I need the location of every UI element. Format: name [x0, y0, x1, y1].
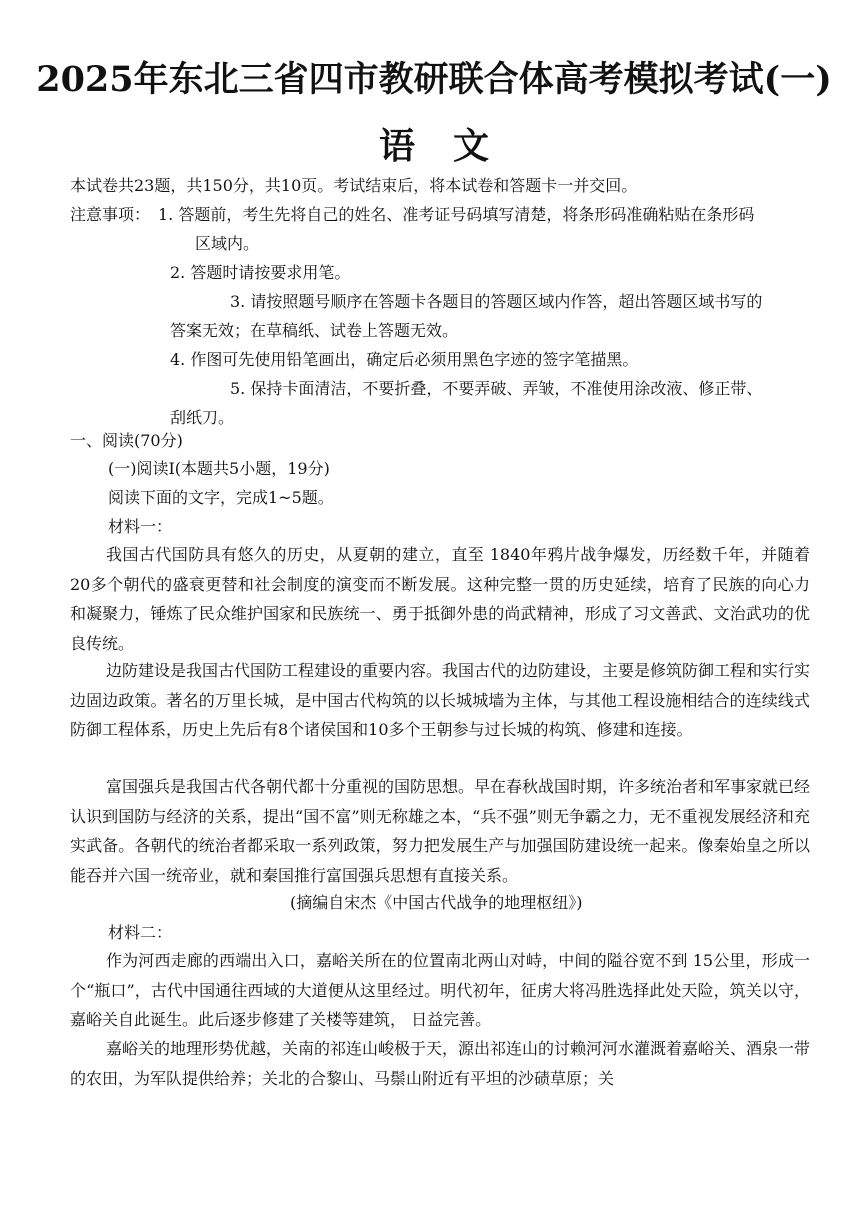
notice-item-3-cont: 答案无效；在草稿纸、试卷上答题无效。 [170, 321, 459, 340]
material-one-paragraph-2: 边防建设是我国古代国防工程建设的重要内容。我国古代的边防建设，主要是修筑防御工程和实行实边固边政策。著名的万里长城，是中国古代构筑的以长城城墙为主体，与其他工程设施相结合的连续线式防御工程体系，历史上先后有8个诸侯国和10多个王朝参与过长城的构筑、修建和连接。 [70, 661, 811, 739]
notice-item-5-cont: 刮纸刀。 [170, 408, 235, 427]
intro-text: 本试卷共23题，共150分，共10页。考试结束后，将本试卷和答题卡一并交回。 [70, 176, 638, 195]
material-one-label: 材料一： [108, 517, 173, 536]
notice-item-5: 5. 保持卡面清洁，不要折叠，不要弄破、弄皱，不准使用涂改液、修正带、 [230, 379, 763, 398]
material-two-paragraph-1: 作为河西走廊的西端出入口，嘉峪关所在的位置南北两山对峙，中间的隘谷宽不到 15公里，形成一个“瓶口”，古代中国通往西域的大道便从这里经过。明代初年，征虏大将冯胜选择此处天险，筑关以守，嘉峪关自此诞生。此后逐步修建了关楼等建筑， 日益完善。 [70, 951, 810, 1029]
notice-item-4: 4. 作图可先使用铅笔画出，确定后必须用黑色字迹的签字笔描黑。 [170, 350, 639, 369]
material-one-source: (摘编自宋杰《中国古代战争的地理枢纽》) [290, 893, 583, 912]
section-heading: 一、阅读(70分) [70, 431, 183, 450]
material-one-paragraph-1: 我国古代国防具有悠久的历史，从夏朝的建立，直至 1840年鸦片战争爆发，历经数千年，并随着20多个朝代的盛衰更替和社会制度的演变而不断发展。这种完整一贯的历史延续，培育了民族的向心力和凝聚力，锤炼了民众维护国家和民族统一、勇于抵御外患的尚武精神，形成了习文善武、文治武功的优良传统。 [70, 545, 810, 653]
notice-item-1-cont: 区域内。 [195, 234, 260, 253]
exam-title: 2025年东北三省四市教研联合体高考模拟考试(一) [36, 59, 832, 100]
material-two-label: 材料二： [108, 923, 173, 942]
notice-item-3: 3. 请按照题号顺序在答题卡各题目的答题区域内作答，超出答题区域书写的 [230, 292, 763, 311]
notice-label: 注意事项： [70, 205, 151, 224]
material-two-paragraph-2: 嘉峪关的地理形势优越，关南的祁连山峻极于天，源出祁连山的讨赖河河水灌溉着嘉峪关、酒泉一带的农田，为军队提供给养；关北的合黎山、马鬃山附近有平坦的沙碛草原；关 [70, 1039, 811, 1088]
notice-item-2: 2. 答题时请按要求用笔。 [170, 263, 351, 282]
reading-instruction: 阅读下面的文字，完成1~5题。 [108, 488, 334, 507]
notice-item-1: 1. 答题前，考生先将自己的姓名、准考证号码填写清楚，将条形码准确粘贴在条形码 [158, 205, 755, 224]
material-one-paragraph-3: 富国强兵是我国古代各朝代都十分重视的国防思想。早在春秋战国时期，许多统治者和军事家就已经认识到国防与经济的关系，提出“国不富”则无称雄之本，“兵不强”则无争霸之力，无不重视发展经济和充实武备。各朝代的统治者都采取一系列政策，努力把发展生产与加强国防建设统一起来。像秦始皇之所以能吞并六国一统帝业，就和秦国推行富国强兵思想有直接关系。 [70, 777, 811, 885]
sub-section-heading: (一)阅读Ⅰ(本题共5小题，19分) [108, 459, 330, 478]
subject-title: 语文 [378, 125, 527, 167]
